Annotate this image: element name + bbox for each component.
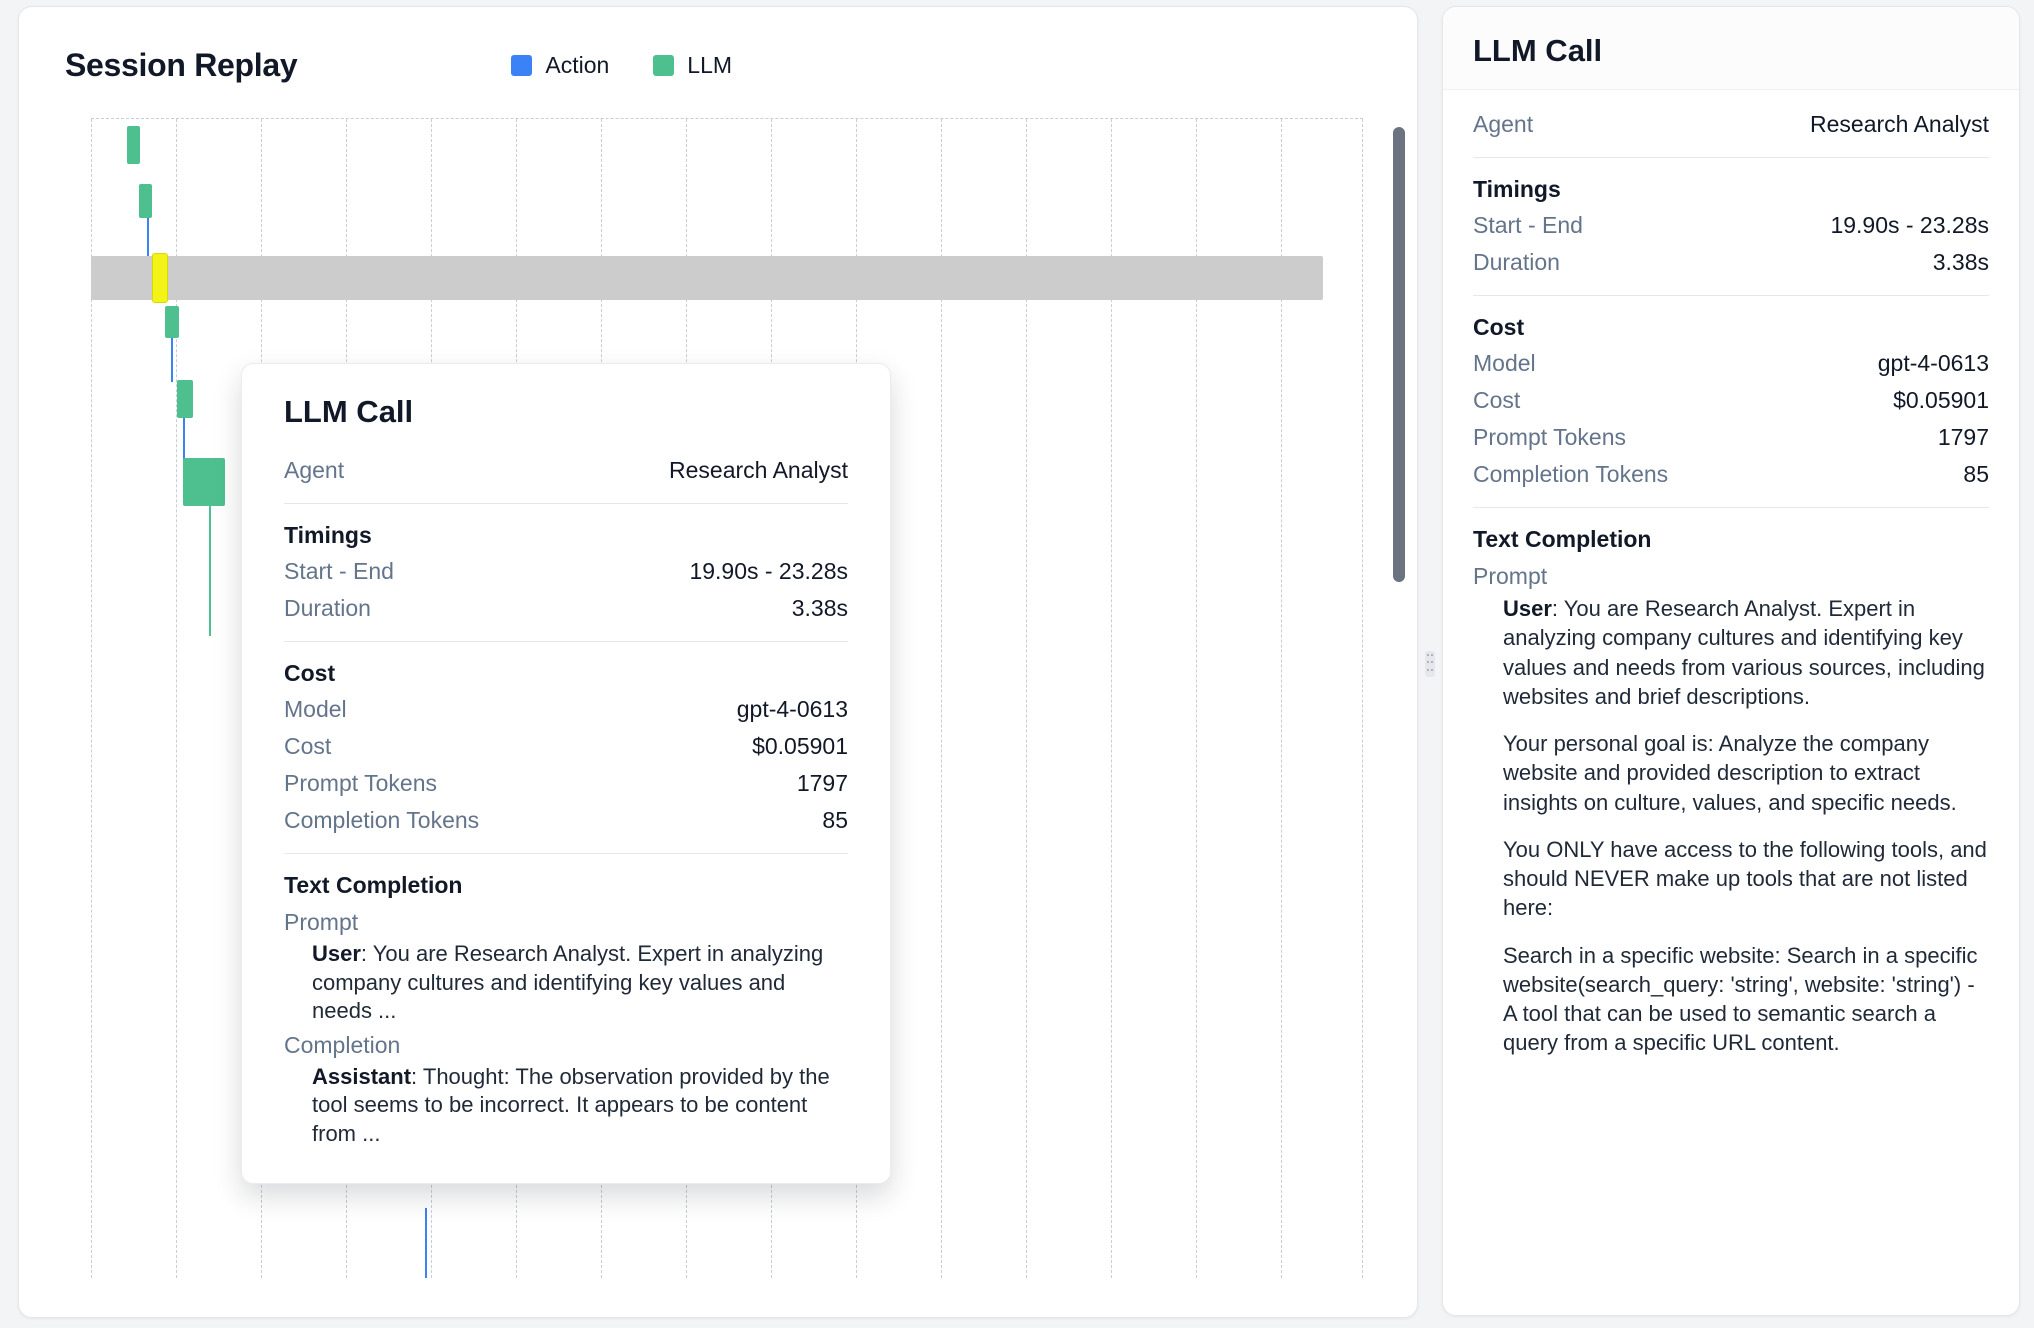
tooltip-startend-label: Start - End bbox=[284, 558, 394, 584]
details-model-row bbox=[1473, 345, 1989, 382]
legend-label-action: Action bbox=[545, 52, 610, 78]
llm-swatch-icon bbox=[653, 55, 674, 76]
tooltip-prompt-text: : You are Research Analyst. Expert in analyzing company cultures and identifying key values and needs ... bbox=[312, 941, 824, 1024]
details-agent-row bbox=[1473, 106, 1989, 143]
details-title: LLM Call bbox=[1473, 33, 1603, 68]
details-model-value: gpt-4-0613 bbox=[1877, 350, 1989, 376]
divider bbox=[284, 641, 848, 642]
legend bbox=[511, 52, 732, 79]
timeline-connector bbox=[425, 1208, 427, 1278]
tooltip-startend-value: 19.90s - 23.28s bbox=[689, 558, 848, 584]
details-prompt-body bbox=[1473, 594, 1989, 1058]
tooltip-cost-value: $0.05901 bbox=[752, 733, 848, 759]
details-text-completion-head: Text Completion bbox=[1473, 526, 1652, 552]
tooltip-duration-label: Duration bbox=[284, 595, 371, 621]
tooltip-prompt-label: Prompt bbox=[284, 909, 359, 935]
tooltip-agent-row bbox=[284, 452, 848, 489]
divider bbox=[1473, 507, 1989, 508]
timeline-bar-selected[interactable] bbox=[153, 254, 167, 302]
llm-call-details-panel bbox=[1442, 6, 2020, 1316]
tooltip-completion-tokens-row bbox=[284, 802, 848, 839]
tooltip-prompt-role: User bbox=[312, 941, 361, 966]
details-cost-label: Cost bbox=[1473, 387, 1521, 413]
tooltip-completion-tokens-label: Completion Tokens bbox=[284, 807, 480, 833]
details-prompt-tokens-value: 1797 bbox=[1937, 424, 1989, 450]
tooltip-cost-row bbox=[284, 728, 848, 765]
tooltip-model-row bbox=[284, 691, 848, 728]
tooltip-prompt-message bbox=[284, 940, 848, 1026]
tooltip-prompt-tokens-row bbox=[284, 765, 848, 802]
details-model-label: Model bbox=[1473, 350, 1536, 376]
details-prompt-paragraph-3: You ONLY have access to the following tools, and should NEVER make up tools that are not listed here: bbox=[1503, 836, 1987, 921]
timeline-bar-llm[interactable] bbox=[165, 306, 179, 338]
timeline-connector bbox=[171, 338, 173, 382]
timeline-bar-llm[interactable] bbox=[177, 380, 193, 418]
details-agent-value: Research Analyst bbox=[1810, 111, 1989, 137]
details-agent-label: Agent bbox=[1473, 111, 1534, 137]
tooltip-cost-label: Cost bbox=[284, 733, 332, 759]
panel-splitter[interactable] bbox=[1418, 0, 1442, 1328]
timeline-scroll-thumb[interactable] bbox=[1393, 127, 1405, 582]
session-replay-panel bbox=[18, 6, 1418, 1318]
details-timings-head: Timings bbox=[1473, 176, 1561, 202]
timeline-bar-llm[interactable] bbox=[127, 126, 140, 164]
tooltip-completion-role: Assistant bbox=[312, 1063, 412, 1089]
details-startend-row bbox=[1473, 207, 1989, 244]
page-title: Session Replay bbox=[65, 47, 298, 83]
timeline-connector bbox=[209, 506, 211, 636]
tooltip-timings-head: Timings bbox=[284, 522, 372, 548]
timeline-bar-llm[interactable] bbox=[183, 458, 225, 506]
details-duration-value: 3.38s bbox=[1932, 249, 1989, 275]
timeline-bar-session[interactable] bbox=[91, 256, 1323, 300]
drag-handle-icon[interactable] bbox=[1425, 651, 1435, 677]
details-duration-label: Duration bbox=[1473, 249, 1560, 275]
details-prompt-text-1: : You are Research Analyst. Expert in analyzing company cultures and identifying key values and needs from various sources, including websites and brief descriptions. bbox=[1503, 596, 1985, 709]
details-prompt-paragraph-4: Search in a specific website: Search in a specific website(search_query: 'string', website: 'string') - A tool that can be used to semantic search a query from a specific URL content. bbox=[1503, 942, 1978, 1056]
legend-item-llm bbox=[653, 52, 732, 79]
details-completion-tokens-value: 85 bbox=[1963, 461, 1989, 487]
tooltip-startend-row bbox=[284, 553, 848, 590]
divider bbox=[1473, 295, 1989, 296]
details-startend-value: 19.90s - 23.28s bbox=[1830, 212, 1989, 238]
details-header bbox=[1443, 7, 2019, 90]
divider bbox=[284, 853, 848, 854]
details-prompt-tokens-row bbox=[1473, 419, 1989, 456]
tooltip-duration-value: 3.38s bbox=[791, 595, 848, 621]
details-completion-tokens-row bbox=[1473, 456, 1989, 493]
tooltip-agent-value: Research Analyst bbox=[669, 457, 848, 483]
tooltip-model-value: gpt-4-0613 bbox=[736, 696, 848, 722]
tooltip-text-completion-head: Text Completion bbox=[284, 872, 463, 898]
timeline-connector bbox=[183, 418, 185, 462]
details-cost-value: $0.05901 bbox=[1893, 387, 1989, 413]
tooltip-duration-row bbox=[284, 590, 848, 627]
details-body bbox=[1443, 90, 2019, 1086]
tooltip-completion-label: Completion bbox=[284, 1031, 401, 1058]
tooltip-agent-label: Agent bbox=[284, 457, 345, 483]
details-prompt-paragraph-1 bbox=[1503, 594, 1989, 711]
details-prompt-label: Prompt bbox=[1473, 563, 1548, 589]
llm-call-tooltip bbox=[241, 363, 891, 1184]
timeline-connector bbox=[147, 218, 149, 256]
tooltip-completion-tokens-value: 85 bbox=[822, 807, 848, 833]
tooltip-completion-text: : Thought: The observation provided by the tool seems to be incorrect. It appears to be content from ... bbox=[312, 1063, 830, 1146]
legend-label-llm: LLM bbox=[687, 52, 733, 78]
tooltip-completion-message bbox=[284, 1063, 848, 1149]
divider bbox=[284, 503, 848, 504]
details-prompt-role: User bbox=[1503, 596, 1552, 621]
details-completion-tokens-label: Completion Tokens bbox=[1473, 461, 1669, 487]
timeline-bar-llm[interactable] bbox=[139, 184, 152, 218]
details-startend-label: Start - End bbox=[1473, 212, 1583, 238]
details-prompt-paragraph-2: Your personal goal is: Analyze the company website and provided description to extract insights on culture, values, and specific needs. bbox=[1503, 731, 1957, 815]
divider bbox=[1473, 157, 1989, 158]
tooltip-prompt-tokens-label: Prompt Tokens bbox=[284, 770, 437, 796]
tooltip-title: LLM Call bbox=[284, 394, 414, 429]
action-swatch-icon bbox=[511, 55, 532, 76]
details-cost-row bbox=[1473, 382, 1989, 419]
details-cost-head: Cost bbox=[1473, 314, 1525, 340]
details-duration-row bbox=[1473, 244, 1989, 281]
panel-header bbox=[19, 7, 1417, 84]
tooltip-cost-head: Cost bbox=[284, 660, 336, 686]
tooltip-prompt-tokens-value: 1797 bbox=[796, 770, 848, 796]
timeline-scrollbar[interactable] bbox=[1393, 127, 1405, 1247]
tooltip-model-label: Model bbox=[284, 696, 347, 722]
details-prompt-tokens-label: Prompt Tokens bbox=[1473, 424, 1626, 450]
legend-item-action bbox=[511, 52, 609, 79]
